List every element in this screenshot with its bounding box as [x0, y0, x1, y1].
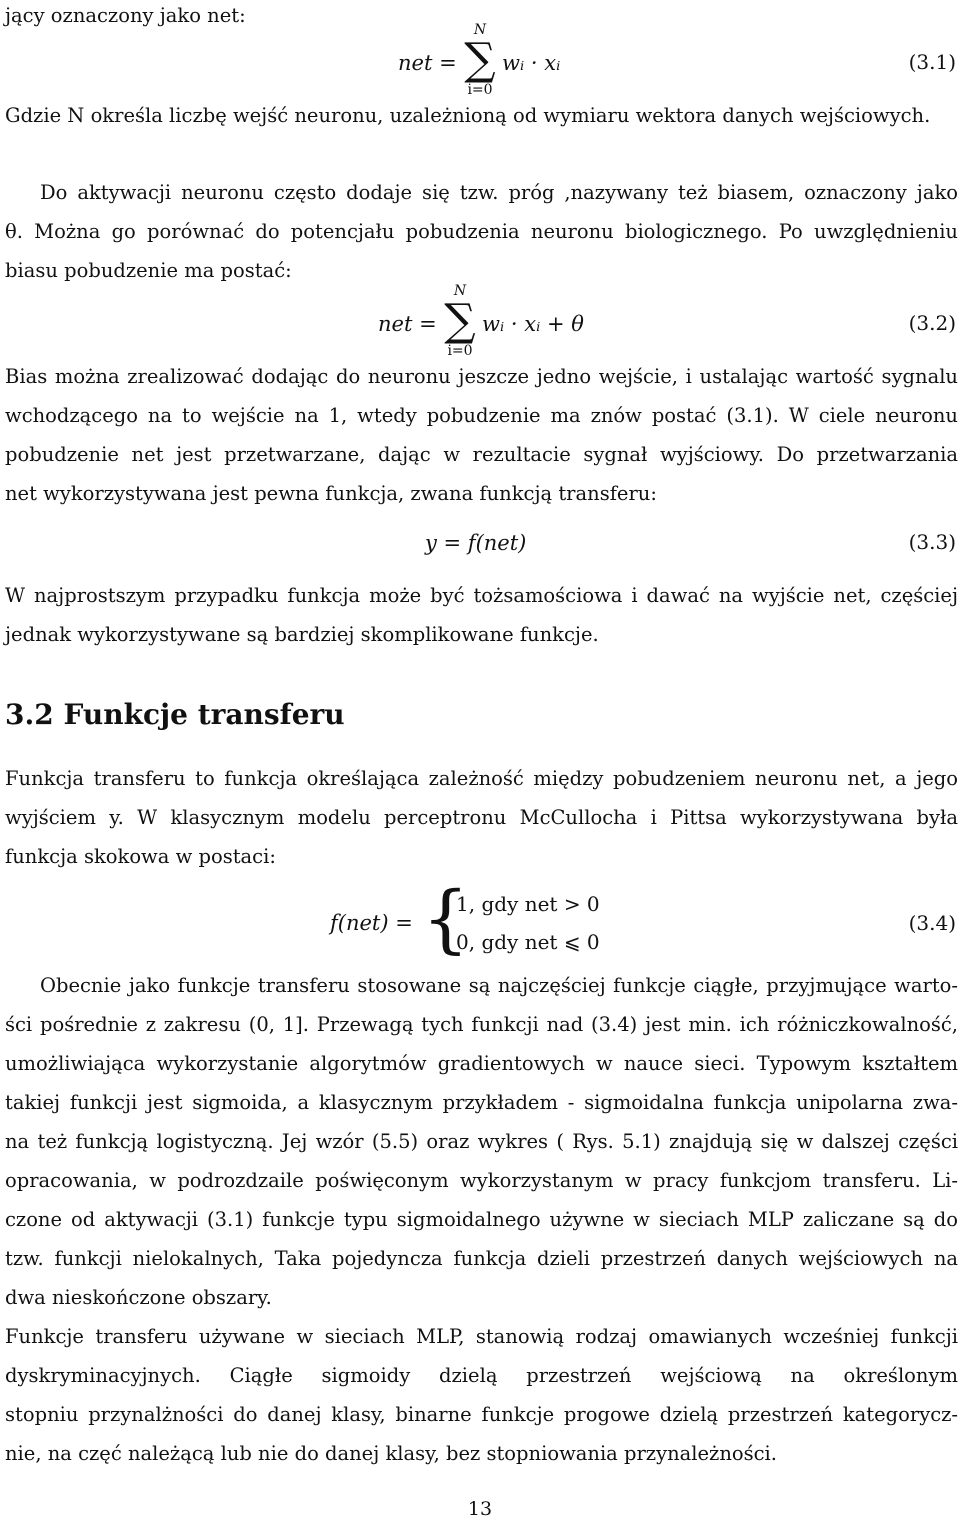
equation-lhs: f(net) =	[330, 911, 413, 935]
equation-body: y = f(net)	[425, 531, 527, 555]
text-line: Do aktywacji neuronu często dodaje się tzw. próg ,nazywany też biasem, oznaczony jako	[40, 181, 958, 204]
equation-3-1	[0, 22, 960, 102]
equation-number: (3.1)	[908, 50, 956, 74]
text-line: Bias można zrealizować dodając do neuronu jeszcze jedno wejście, i ustalając wartość sygnalu	[5, 365, 958, 388]
sum-upper-limit: N	[453, 283, 467, 299]
sum-lower-limit: i=0	[467, 82, 493, 98]
text-line: Obecnie jako funkcje transferu stosowane są najczęściej funkcje ciągłe, przyjmujące warto-	[40, 974, 958, 997]
sigma-icon: ∑	[464, 34, 496, 85]
case-row: 1, gdy net > 0	[456, 892, 600, 916]
text-line: takiej funkcji jest sigmoida, a klasycznym przykładem - sigmoidalna funkcja unipolarna zwa-	[5, 1091, 958, 1114]
equation-rhs: wᵢ · xᵢ	[502, 51, 561, 75]
page-number: 13	[467, 1498, 493, 1520]
text-line: Funkcje transferu używane w sieciach MLP, stanowią rodzaj omawianych wcześniej funkcji	[5, 1325, 958, 1348]
sum-upper-limit: N	[473, 22, 487, 38]
text-line: θ. Można go porównać do potencjału pobudzenia neuronu biologicznego. Po uwzględnieniu	[5, 220, 958, 243]
text-line: funkcja skokowa w postaci:	[5, 845, 276, 868]
equation-3-3	[0, 530, 960, 560]
text-line: nie, na częć należącą lub nie do danej klasy, bez stopniowania przynależności.	[5, 1442, 777, 1465]
section-heading: 3.2 Funkcje transferu	[5, 698, 345, 731]
equation-3-4	[0, 876, 960, 970]
text-line: umożliwiająca wykorzystanie algorytmów gradientowych w nauce sieci. Typowym kształtem	[5, 1052, 958, 1075]
case-row: 0, gdy net ⩽ 0	[456, 930, 600, 954]
text-line: biasu pobudzenie ma postać:	[5, 259, 292, 282]
equation-number: (3.2)	[908, 311, 956, 335]
equation-rhs: wᵢ · xᵢ + θ	[482, 312, 584, 336]
text-line: jący oznaczony jako net:	[5, 4, 246, 27]
text-line: Gdzie N określa liczbę wejść neuronu, uzależnioną od wymiaru wektora danych wejściowych.	[5, 104, 931, 127]
text-line: wchodzącego na to wejście na 1, wtedy pobudzenie ma znów postać (3.1). W ciele neuronu	[5, 404, 958, 427]
left-brace-icon: {	[422, 876, 470, 962]
text-line: stopniu przynalżności do danej klasy, binarne funkcje progowe dzielą przestrzeń kategorycz-	[5, 1403, 958, 1426]
text-line: Funkcja transferu to funkcja określająca zależność między pobudzeniem neuronu net, a jego	[5, 767, 958, 790]
text-line: ści pośrednie z zakresu (0, 1]. Przewagą tych funkcji nad (3.4) jest min. ich różniczkowalność,	[5, 1013, 958, 1036]
summation-symbol	[440, 283, 480, 359]
equation-number: (3.3)	[908, 530, 956, 554]
equation-lhs: net =	[378, 312, 437, 336]
text-line: net wykorzystywana jest pewna funkcja, zwana funkcją transferu:	[5, 482, 657, 505]
text-line: jednak wykorzystywane są bardziej skomplikowane funkcje.	[5, 623, 599, 646]
text-line: tzw. funkcji nielokalnych, Taka pojedyncza funkcja dzieli przestrzeń danych wejściowych na	[5, 1247, 958, 1270]
text-line: W najprostszym przypadku funkcja może być tożsamościowa i dawać na wyjście net, częściej	[5, 584, 958, 607]
text-line: opracowania, w podrozdzaile poświęconym wykorzystanym w pracy funkcjom transferu. Li-	[5, 1169, 958, 1192]
text-line: wyjściem y. W klasycznym modelu perceptronu McCullocha i Pittsa wykorzystywana była	[5, 806, 958, 829]
text-line: czone od aktywacji (3.1) funkcje typu sigmoidalnego używne w sieciach MLP zaliczane są do	[5, 1208, 958, 1231]
text-line: pobudzenie net jest przetwarzane, dając w rezultacie sygnał wyjściowy. Do przetwarzania	[5, 443, 958, 466]
equation-3-2	[0, 283, 960, 363]
sigma-icon: ∑	[444, 295, 476, 346]
text-line: dyskryminacyjnych. Ciągłe sigmoidy dzielą przestrzeń wejściową na określonym	[5, 1364, 958, 1387]
text-line: dwa nieskończone obszary.	[5, 1286, 272, 1309]
equation-number: (3.4)	[908, 911, 956, 935]
sum-lower-limit: i=0	[447, 343, 473, 359]
text-line: na też funkcją logistyczną. Jej wzór (5.5) oraz wykres ( Rys. 5.1) znajdują się w dalszej części	[5, 1130, 958, 1153]
equation-lhs: net =	[398, 51, 457, 75]
summation-symbol	[460, 22, 500, 98]
